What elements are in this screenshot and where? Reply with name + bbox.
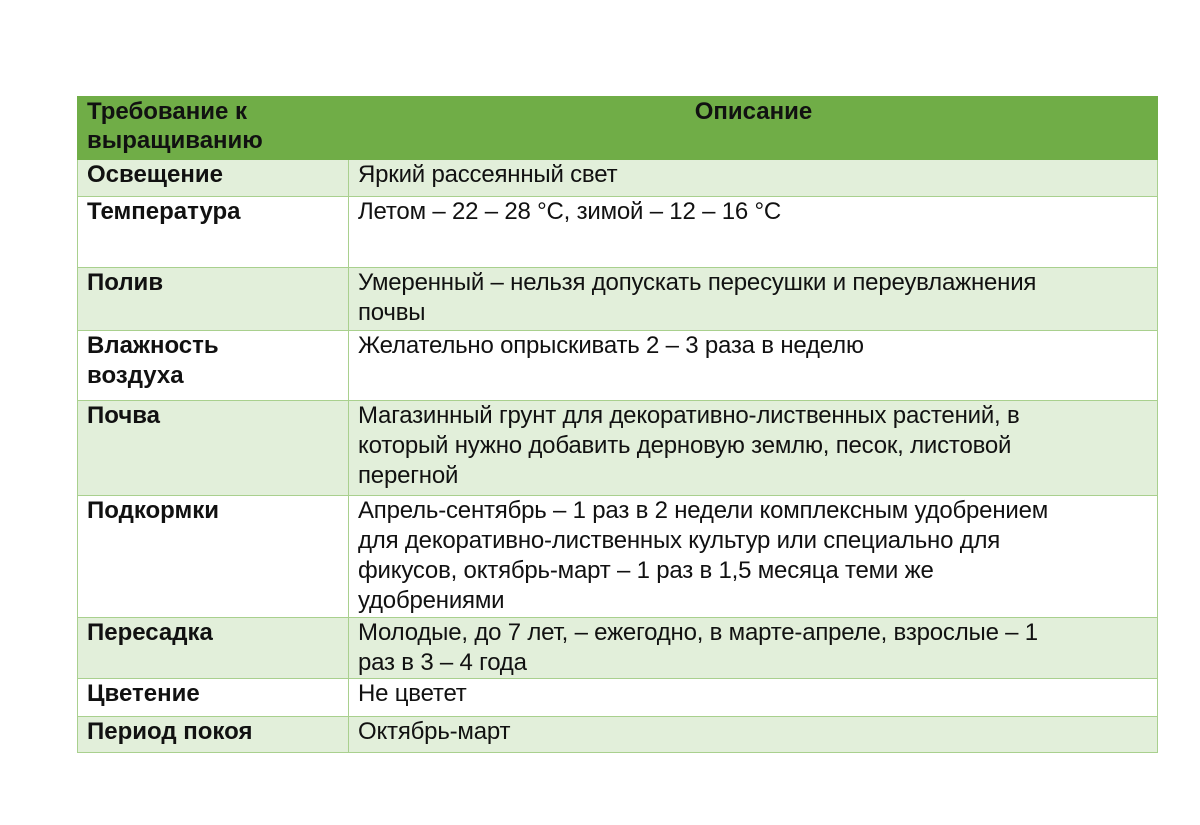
- description-text: перегной: [358, 462, 459, 489]
- header-requirement: [78, 97, 349, 160]
- requirement-cell: [78, 496, 349, 618]
- description-text: Желательно опрыскивать 2 – 3 раза в неделю: [358, 332, 864, 359]
- requirement-cell: [78, 268, 349, 331]
- description-text: удобрениями: [358, 587, 505, 614]
- description-text: Молодые, до 7 лет, – ежегодно, в марте-апреле, взрослые – 1: [358, 619, 1038, 646]
- requirement-label: Пересадка: [87, 619, 213, 646]
- requirement-label: Период покоя: [87, 718, 253, 745]
- description-text: для декоративно-лиственных культур или специально для: [358, 527, 1001, 554]
- header-requirement-line: Требование к: [87, 98, 247, 125]
- requirement-label: Влажность: [87, 332, 219, 359]
- description-cell: [349, 268, 1158, 331]
- requirement-label: воздуха: [87, 362, 184, 389]
- table-row: [78, 268, 1158, 331]
- header-description-label: Описание: [694, 98, 813, 125]
- description-text: Магазинный грунт для декоративно-лиственных растений, в: [358, 402, 1020, 429]
- description-text: фикусов, октябрь-март – 1 раз в 1,5 месяца теми же: [358, 557, 934, 584]
- requirement-cell: [78, 401, 349, 496]
- table-header-row: [78, 97, 1158, 160]
- requirement-cell: [78, 717, 349, 753]
- description-cell: [349, 679, 1158, 717]
- requirement-label: Цветение: [87, 680, 200, 707]
- table-row: [78, 679, 1158, 717]
- header-description: [349, 97, 1158, 160]
- description-text: Октябрь-март: [358, 718, 511, 745]
- description-text: Летом – 22 – 28 °C, зимой – 12 – 16 °C: [358, 198, 781, 225]
- table-row: [78, 197, 1158, 268]
- description-text: Не цветет: [358, 680, 467, 707]
- requirement-cell: [78, 197, 349, 268]
- description-cell: [349, 717, 1158, 753]
- description-cell: [349, 160, 1158, 197]
- requirement-cell: [78, 160, 349, 197]
- description-text: который нужно добавить дерновую землю, песок, листовой: [358, 432, 1012, 459]
- description-cell: [349, 618, 1158, 679]
- description-cell: [349, 197, 1158, 268]
- table-row: [78, 496, 1158, 618]
- table-row: [78, 160, 1158, 197]
- requirement-cell: [78, 331, 349, 401]
- requirement-cell: [78, 618, 349, 679]
- description-text: Умеренный – нельзя допускать пересушки и переувлажнения: [358, 269, 1037, 296]
- description-cell: [349, 331, 1158, 401]
- description-text: Яркий рассеянный свет: [358, 161, 618, 188]
- requirement-label: Освещение: [87, 161, 223, 188]
- header-requirement-line: выращиванию: [87, 127, 263, 154]
- table-row: [78, 618, 1158, 679]
- description-cell: [349, 401, 1158, 496]
- requirement-label: Подкормки: [87, 497, 220, 524]
- requirement-label: Почва: [87, 402, 161, 429]
- description-text: раз в 3 – 4 года: [358, 649, 527, 676]
- table-row: [78, 717, 1158, 753]
- requirement-label: Температура: [87, 198, 241, 225]
- table-row: [78, 401, 1158, 496]
- description-text: почвы: [358, 299, 426, 326]
- description-cell: [349, 496, 1158, 618]
- description-text: Апрель-сентябрь – 1 раз в 2 недели комплексным удобрением: [358, 497, 1049, 524]
- requirement-cell: [78, 679, 349, 717]
- plant-care-table: [77, 96, 1158, 753]
- table-row: [78, 331, 1158, 401]
- requirement-label: Полив: [87, 269, 164, 296]
